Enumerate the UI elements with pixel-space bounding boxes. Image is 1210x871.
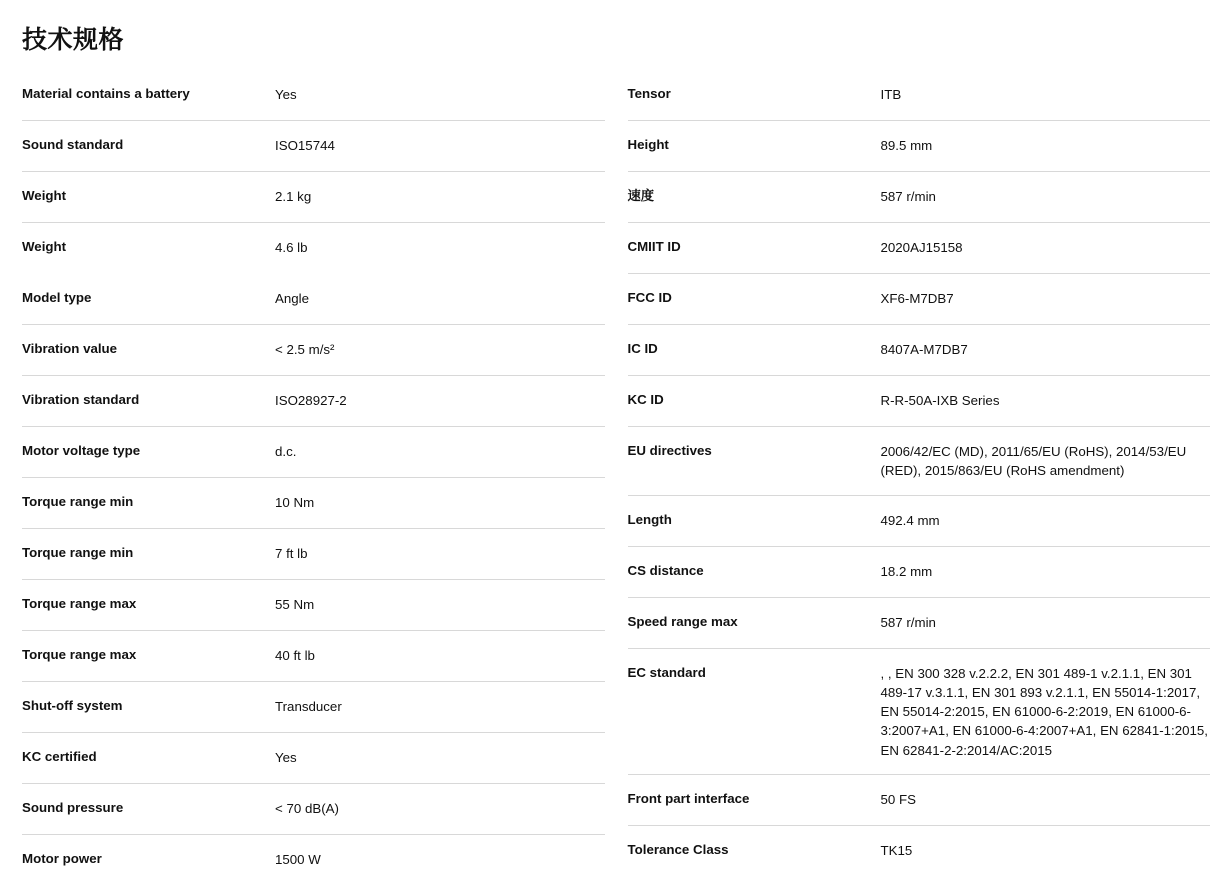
table-row (22, 172, 605, 223)
spec-value: < 2.5 m/s² (275, 342, 335, 357)
spec-label: Length (627, 511, 672, 527)
spec-value: 4.6 lb (275, 240, 308, 255)
spec-label: Torque range min (22, 545, 134, 560)
spec-value: d.c. (275, 444, 297, 459)
spec-label: Torque range max (22, 647, 137, 662)
spec-value: ISO28927-2 (275, 393, 347, 408)
table-row (22, 376, 605, 427)
spec-value: 8407A-M7DB7 (880, 342, 968, 357)
spec-label: KC ID (627, 392, 664, 407)
spec-value: 2020AJ15158 (880, 240, 963, 255)
spec-value: 587 r/min (880, 189, 936, 204)
spec-value: ISO15744 (275, 138, 335, 153)
spec-label: Sound standard (22, 137, 124, 152)
spec-value: 7 ft lb (275, 546, 308, 561)
spec-value: Transducer (275, 699, 342, 714)
table-row (628, 325, 1210, 376)
spec-value: 10 Nm (275, 495, 315, 510)
spec-label: Speed range max (627, 613, 738, 629)
table-row (628, 376, 1210, 427)
spec-label: Motor power (22, 851, 102, 866)
table-row (22, 70, 605, 121)
spec-value: , , EN 300 328 v.2.2.2, EN 301 489-1 v.2.1.1, EN 301 489-17 v.3.1.1, EN 301 893 v.2.1.1, EN 55014-1:2017, EN 55014-2:2015, EN 61000-6-2:2019, EN 61000-6-3:2007+A1, EN 61000-6-4:2007+A1, EN 62841-1:2015, EN 62841-2-2:2014/AC:2015 (880, 665, 1209, 758)
table-row (628, 775, 1210, 826)
spec-label: EU directives (627, 443, 712, 458)
table-row (22, 580, 605, 631)
spec-value: Angle (275, 291, 310, 306)
spec-value: Yes (275, 87, 297, 102)
table-row (22, 427, 605, 478)
table-row (628, 427, 1210, 496)
spec-label: Motor voltage type (22, 443, 141, 458)
spec-value: 1500 W (275, 852, 321, 867)
spec-value: 492.4 mm (880, 512, 940, 528)
spec-label: Tensor (627, 86, 671, 101)
spec-value: 2006/42/EC (MD), 2011/65/EU (RoHS), 2014/53/EU (RED), 2015/863/EU (RoHS amendment) (880, 444, 1187, 479)
table-row (22, 529, 605, 580)
spec-columns (0, 56, 1210, 871)
spec-value: R-R-50A-IXB Series (880, 393, 1000, 408)
table-row (22, 478, 605, 529)
page-title: 技术规格 (22, 26, 125, 54)
spec-column-right (628, 70, 1210, 871)
spec-value: 55 Nm (275, 597, 315, 612)
spec-label: Weight (22, 188, 67, 203)
table-row (22, 121, 605, 172)
spec-value: XF6-M7DB7 (880, 291, 954, 306)
table-row (628, 274, 1210, 325)
spec-label: Tolerance Class (627, 841, 729, 857)
spec-value: 587 r/min (880, 614, 936, 630)
table-row (22, 223, 605, 274)
spec-label: EC standard (627, 664, 706, 680)
spec-label: Torque range min (22, 494, 134, 509)
table-row (22, 733, 605, 784)
table-row (628, 496, 1210, 547)
table-row (628, 826, 1210, 871)
spec-label: 速度 (627, 188, 655, 203)
spec-value: 18.2 mm (880, 563, 933, 579)
spec-label: Front part interface (627, 790, 750, 806)
table-row (22, 274, 605, 325)
table-row (22, 835, 605, 871)
table-row (22, 784, 605, 835)
table-row (22, 682, 605, 733)
table-row (22, 325, 605, 376)
spec-value: 40 ft lb (275, 648, 315, 663)
table-row (628, 121, 1210, 172)
table-row (628, 223, 1210, 274)
spec-value: 89.5 mm (880, 138, 933, 153)
spec-value: TK15 (880, 842, 913, 858)
spec-label: Vibration standard (22, 392, 140, 407)
spec-label: Model type (22, 290, 92, 305)
spec-label: Torque range max (22, 596, 137, 611)
spec-label: Sound pressure (22, 800, 124, 815)
table-row (628, 547, 1210, 598)
spec-label: IC ID (627, 341, 658, 356)
spec-label: Weight (22, 239, 67, 254)
spec-column-left (22, 70, 605, 871)
table-row (628, 649, 1210, 775)
table-row (628, 70, 1210, 121)
spec-label: CMIIT ID (627, 239, 681, 254)
spec-value: 2.1 kg (275, 189, 312, 204)
spec-value: Yes (275, 750, 297, 765)
spec-label: Shut-off system (22, 698, 123, 713)
spec-label: FCC ID (627, 290, 672, 305)
spec-value: 50 FS (880, 791, 916, 807)
table-row (22, 631, 605, 682)
spec-label: Vibration value (22, 341, 118, 356)
spec-label: CS distance (627, 562, 704, 578)
spec-label: Material contains a battery (22, 86, 190, 101)
spec-value: ITB (880, 87, 902, 102)
table-row (628, 172, 1210, 223)
spec-label: KC certified (22, 749, 97, 764)
spec-label: Height (627, 137, 669, 152)
spec-value: < 70 dB(A) (275, 801, 339, 816)
table-row (628, 598, 1210, 649)
